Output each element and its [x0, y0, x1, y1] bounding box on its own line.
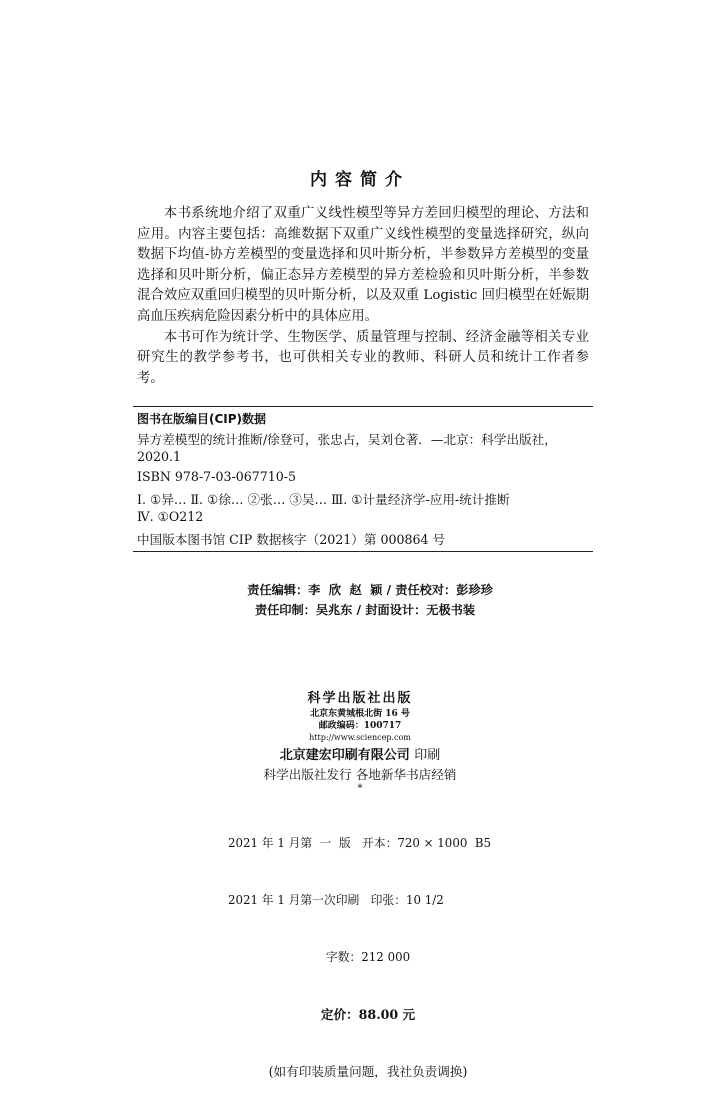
editor-credits-line-2: 责任印制：吴兆东 / 封面设计：无极书装: [254, 603, 476, 617]
page-heading: 内容简介: [310, 170, 410, 190]
separator-star: *: [357, 783, 363, 794]
intro-paragraph-2: 本书可作为统计学、生物医学、质量管理与控制、经济金融等相关专业研究生的教学参考书，也可供相关专业的教师、科研人员和统计工作者参考。: [137, 329, 589, 386]
edition-line: 2021 年 1 月第 一 版 开本：720 × 1000 B5: [228, 836, 491, 850]
distribution-line: 科学出版社发行 各地新华书店经销: [263, 767, 457, 782]
book-introduction: [137, 204, 589, 389]
cip-classification-1: Ⅰ. ①异… Ⅱ. ①徐… ②张… ③吴… Ⅲ. ①计量经济学-应用-统计推断: [137, 492, 510, 507]
quality-note: (如有印装质量问题，我社负责调换): [268, 1064, 468, 1079]
word-count: 字数：212 000: [325, 950, 411, 964]
cip-verify-number: 中国版本图书馆 CIP 数据核字（2021）第 000864 号: [137, 532, 446, 547]
publisher-address: 北京东黄城根北街 16 号: [310, 709, 410, 719]
printer-suffix: 印刷: [414, 748, 441, 763]
cip-record-line-1: 异方差模型的统计推断/徐登可，张忠占，吴刘仓著．—北京：科学出版社，: [137, 432, 557, 447]
publisher-name: 科学出版社出版: [307, 691, 413, 706]
price: 定价：88.00 元: [320, 1007, 416, 1022]
cip-title: 图书在版编目(CIP)数据: [137, 412, 267, 426]
cip-bottom-rule: [133, 551, 593, 552]
editor-credits-line-1: 责任编辑：李 欣 赵 颖 / 责任校对：彭珍珍: [247, 583, 493, 597]
cip-data-block: [133, 406, 593, 552]
publisher-block: [0, 690, 720, 794]
printer-name: 北京建宏印刷有限公司: [279, 748, 410, 763]
intro-paragraph-1: 本书系统地介绍了双重广义线性模型等异方差回归模型的理论、方法和应用。内容主要包括：高维数据下双重广义线性模型的变量选择研究，纵向数据下均值-协方差模型的变量选择和贝叶斯分析，半参数异方差模型的变量选择和贝叶斯分析，偏正态异方差模型的异方差检验和贝叶斯分析，半参数混合效应双重回归模型的贝叶斯分析，以及双重 Logistic 回归模型在妊娠期高血压疾病危险因素分析中的具体应用。: [137, 206, 589, 324]
printing-line: 2021 年 1 月第一次印刷 印张：10 1/2: [228, 893, 444, 907]
printer-line: [0, 746, 720, 766]
cip-isbn: ISBN 978-7-03-067710-5: [137, 469, 297, 484]
publisher-postcode: 邮政编码：100717: [318, 721, 402, 731]
editor-credits: [0, 580, 720, 620]
print-specifications: [228, 796, 508, 1119]
publisher-url: http://www.sciencep.com: [309, 733, 411, 742]
cip-classification-2: Ⅳ. ①O212: [137, 509, 204, 524]
cip-record-line-2: 2020.1: [137, 449, 182, 464]
